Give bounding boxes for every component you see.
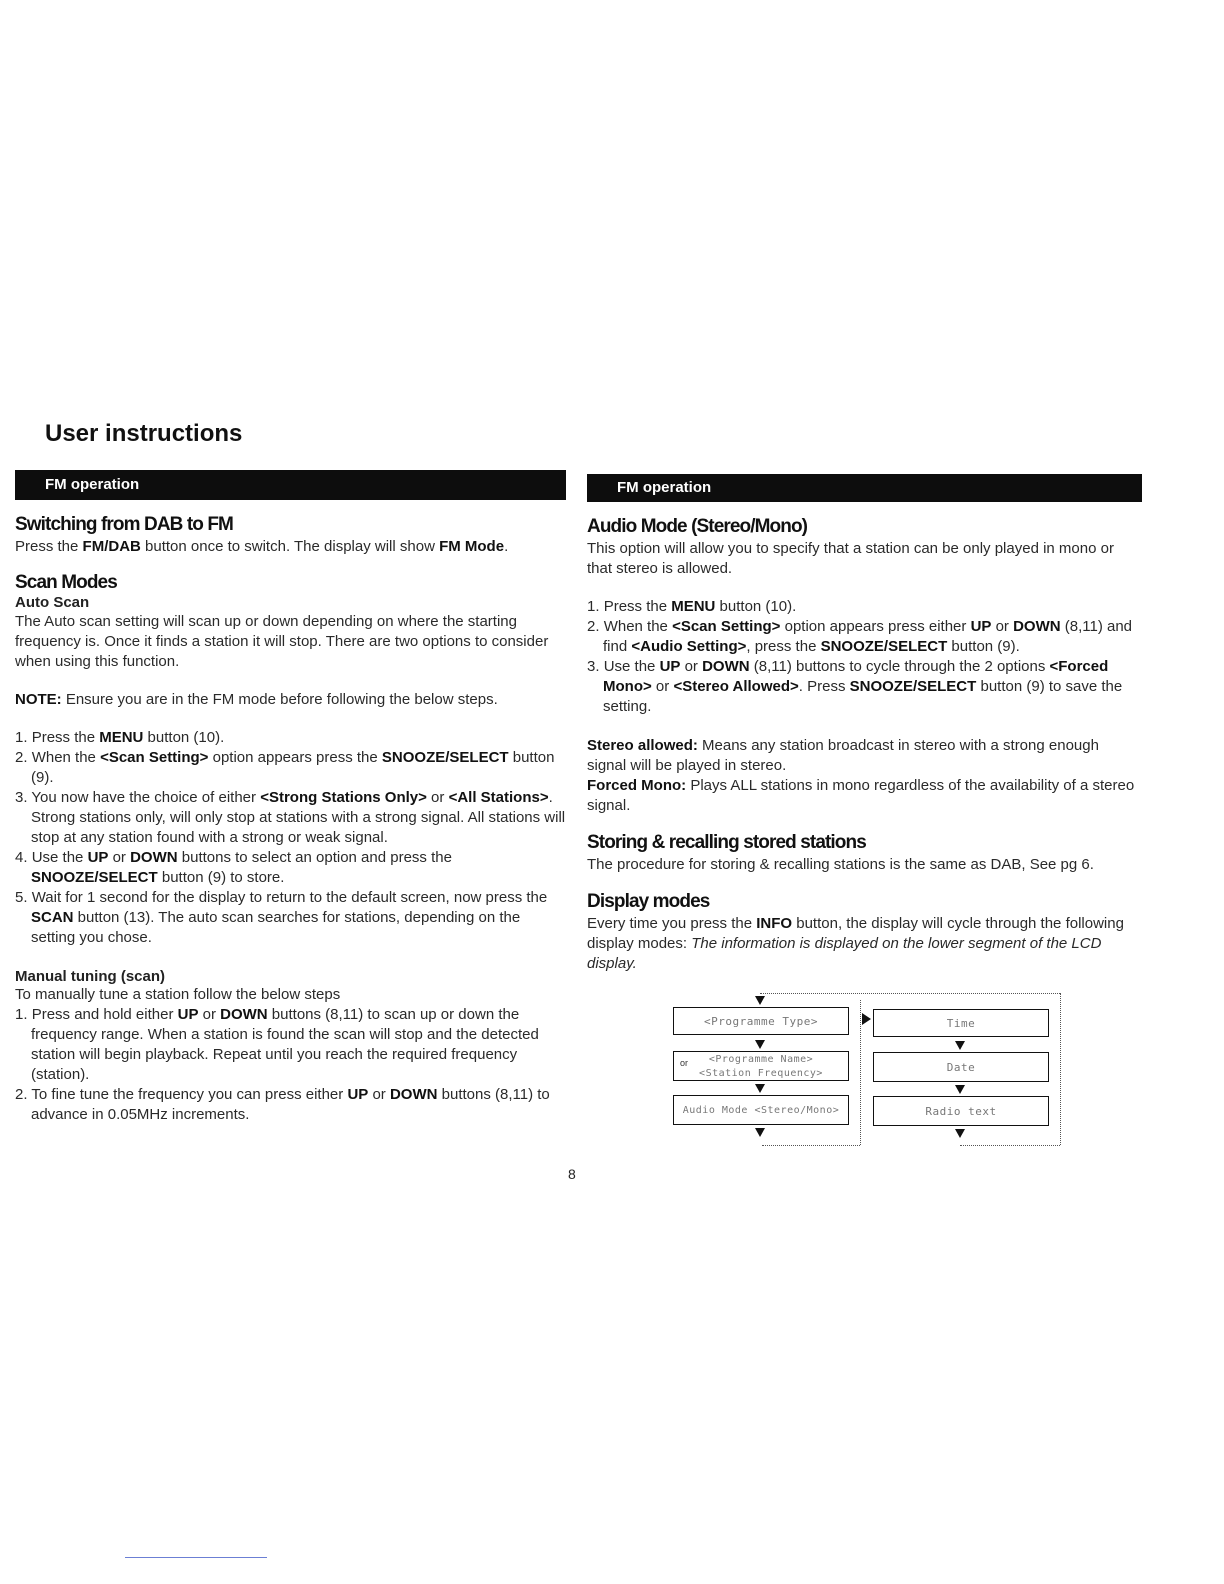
loop-line-middle [860,1000,861,1145]
lcd-programme-type: <Programme Type> [673,1007,849,1035]
storing-heading: Storing & recalling stored stations [587,832,866,853]
down-arrow-icon [755,996,765,1005]
manual-tuning-intro: To manually tune a station follow the below steps [15,986,341,1003]
display-modes-heading: Display modes [587,891,710,912]
storing-text: The procedure for storing & recalling stations is the same as DAB, See pg 6. [587,856,1094,873]
list-item: 1. Press the MENU button (10). [15,729,225,746]
display-modes-text: Every time you press the INFO button, the display will cycle through the following display modes: The information is displayed on the lower segment of the LCD display. [587,915,1124,972]
loop-line-bottom-right [960,1145,1060,1146]
down-arrow-icon [755,1128,765,1137]
right-arrow-icon [862,1013,871,1025]
switching-text: Press the FM/DAB button once to switch. The display will show FM Mode. [15,538,509,555]
switching-heading: Switching from DAB to FM [15,514,233,535]
lcd-programme-name: <Programme Name> <Station Frequency> [673,1051,849,1081]
scan-modes-heading: Scan Modes [15,572,117,593]
loop-line-right [1060,993,1061,1145]
down-arrow-icon [955,1085,965,1094]
audio-mode-steps [587,597,1142,717]
or-label: or [680,1058,689,1068]
down-arrow-icon [955,1129,965,1138]
auto-scan-text: The Auto scan setting will scan up or down depending on where the starting frequency is. Once it finds a station it will stop. There are two options to consider when using this function. [15,613,549,670]
manual-tuning-heading: Manual tuning (scan) [15,968,165,985]
lcd-date: Date [873,1052,1049,1082]
down-arrow-icon [755,1040,765,1049]
stereo-allowed-text: Stereo allowed: Means any station broadcast in stereo with a strong enough signal will be played in stereo. [587,737,1099,774]
audio-mode-text: This option will allow you to specify that a station can be only played in mono or that stereo is allowed. [587,540,1114,577]
auto-scan-heading: Auto Scan [15,594,90,611]
down-arrow-icon [755,1084,765,1093]
right-column [587,470,1142,974]
loop-line-bottom-left [762,1145,860,1146]
section-bar-fm-operation-left: FM operation [15,470,566,500]
manual-tuning-steps [15,1005,566,1125]
loop-line-top [760,993,1060,994]
list-item: 5. Wait for 1 second for the display to return to the default screen, now press the SCAN button (13). The auto scan searches for stations, depending on the setting you chose. [15,889,548,946]
left-column [15,470,566,1125]
lcd-audio-mode: Audio Mode <Stereo/Mono> [673,1095,849,1125]
page-title: User instructions [45,420,243,447]
auto-scan-steps [15,728,566,948]
down-arrow-icon [955,1041,965,1050]
lcd-radio-text: Radio text [873,1096,1049,1126]
list-item: 2. When the <Scan Setting> option appears press the SNOOZE/SELECT button (9). [15,749,555,786]
list-item: 3. Use the UP or DOWN (8,11) buttons to cycle through the 2 options <Forced Mono> or <Stereo Allowed>. Press SNOOZE/SELECT button (9) to save the setting. [587,658,1123,715]
forced-mono-text: Forced Mono: Plays ALL stations in mono regardless of the availability of a stereo signal. [587,777,1135,814]
bottom-rule [125,1557,267,1558]
list-item: 3. You now have the choice of either <Strong Stations Only> or <All Stations>. Strong stations only, will only stop at stations with a strong signal. All stations will stop at any station found with a strong or weak signal. [15,789,566,846]
lcd-time: Time [873,1009,1049,1037]
list-item: 1. Press and hold either UP or DOWN buttons (8,11) to scan up or down the frequency range. When a station is found the scan will stop and the detected station will begin playback. Repeat until you reach the required frequency (station). [15,1006,539,1083]
section-bar-fm-operation-right: FM operation [587,474,1142,502]
list-item: 2. To fine tune the frequency you can press either UP or DOWN buttons (8,11) to advance in 0.05MHz increments. [15,1086,550,1123]
list-item: 1. Press the MENU button (10). [587,598,797,615]
audio-mode-heading: Audio Mode (Stereo/Mono) [587,516,808,537]
page-number: 8 [568,1166,576,1182]
list-item: 2. When the <Scan Setting> option appears press either UP or DOWN (8,11) and find <Audio Setting>, press the SNOOZE/SELECT button (9). [587,618,1133,655]
note-text: NOTE: Ensure you are in the FM mode before following the below steps. [15,691,498,708]
list-item: 4. Use the UP or DOWN buttons to select an option and press the SNOOZE/SELECT button (9) to store. [15,849,452,886]
